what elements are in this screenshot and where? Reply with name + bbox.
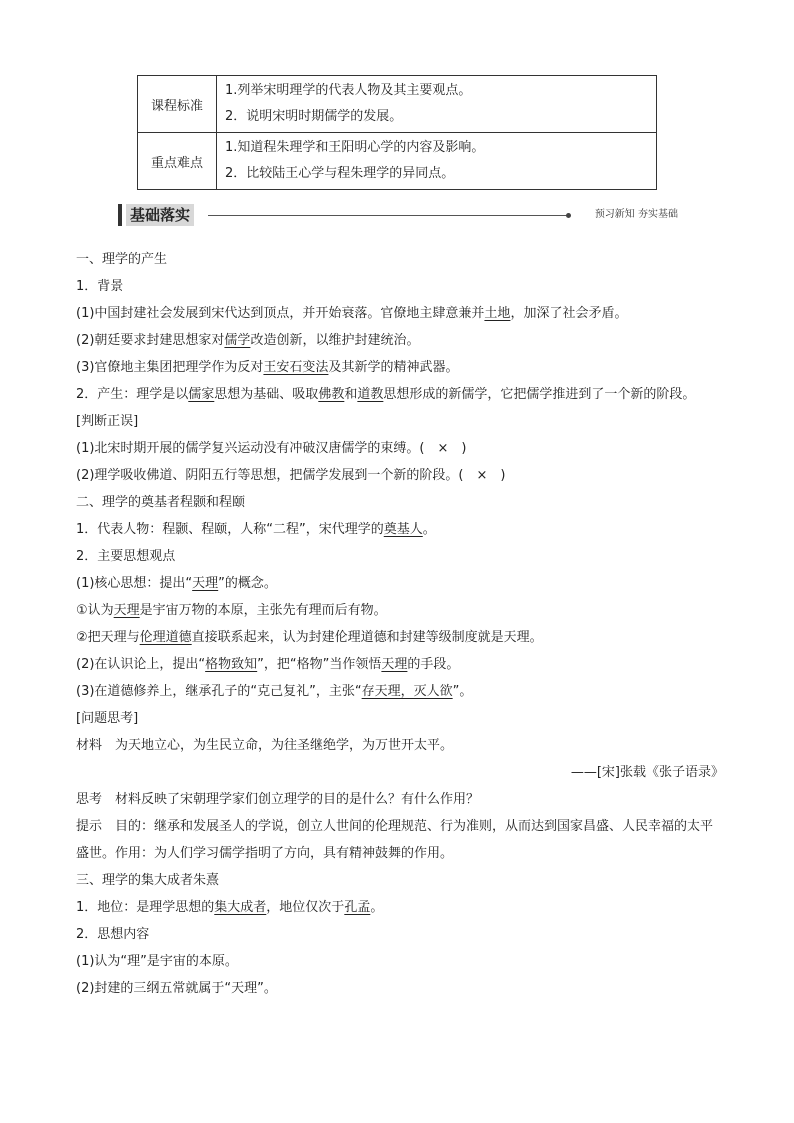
banner-tag: 预习新知 夯实基础 [594, 209, 678, 220]
text: (3)在道德修养上，继承孔子的“克己复礼”，主张“ [76, 684, 362, 699]
table-body-cell [217, 133, 657, 190]
paragraph: (1)认为“理”是宇宙的本原。 [76, 954, 238, 969]
text: 1．代表人物：程颢、程颐，人称“二程”，宋代理学的 [76, 522, 384, 537]
hint-answer: 提示 目的：继承和发展圣人的学说，创立人世间的伦理规范、行为准则，从而达到国家昌盛、人民幸福的太平盛世。作用：为人们学习儒学指明了方向，具有精神鼓舞的作用。 [76, 819, 714, 861]
subheading: 1．背景 [76, 279, 124, 294]
subheading: 2．思想内容 [76, 927, 150, 942]
table-row [138, 133, 657, 190]
text: ，地位仅次于 [266, 900, 345, 915]
text: 思想形成的新儒学，它把儒学推进到了一个新的阶段。 [383, 387, 696, 402]
table-body-cell [217, 76, 657, 133]
underlined-term: 佛教 [318, 387, 345, 402]
text: ”。 [452, 684, 473, 699]
judge-item: (2)理学吸收佛道、阴阳五行等思想，把儒学发展到一个新的阶段。( × ) [76, 468, 506, 483]
paragraph [76, 381, 724, 408]
section-heading: 三、理学的集大成者朱熹 [76, 873, 220, 888]
underlined-term: 天理 [113, 603, 140, 618]
text: 的手段。 [407, 657, 460, 672]
table-line: 1.知道程朱理学和王阳明心学的内容及影响。 [225, 140, 485, 155]
text: ”的概念。 [218, 576, 277, 591]
underlined-term: 天理 [381, 657, 408, 672]
paragraph [76, 651, 724, 678]
text: 及其新学的精神武器。 [328, 360, 459, 375]
text: 改造创新，以维护封建统治。 [250, 333, 420, 348]
table-line: 1.列举宋明理学的代表人物及其主要观点。 [225, 83, 472, 98]
paragraph [76, 624, 724, 651]
text: (1)中国封建社会发展到宋代达到顶点，并开始衰落。官僚地主肆意兼并 [76, 306, 485, 321]
text: 2．产生：理学是以 [76, 387, 189, 402]
underlined-term: 王安石变法 [263, 360, 329, 375]
table-line: 2．比较陆王心学与程朱理学的异同点。 [225, 166, 455, 181]
table-row [138, 76, 657, 133]
underlined-term: 土地 [484, 306, 511, 321]
text: ”，把“格物”当作领悟 [257, 657, 382, 672]
text: (2)在认识论上，提出“ [76, 657, 206, 672]
paragraph [76, 678, 724, 705]
curriculum-table [137, 75, 657, 190]
main-content [76, 246, 724, 1002]
paragraph: (2)封建的三纲五常就属于“天理”。 [76, 981, 277, 996]
text: ①认为 [76, 603, 114, 618]
banner-rule [208, 215, 568, 216]
text: 1．地位：是理学思想的 [76, 900, 215, 915]
text: ②把天理与 [76, 630, 140, 645]
underlined-term: 道教 [357, 387, 384, 402]
underlined-term: 奠基人 [383, 522, 423, 537]
material-quote: 材料 为天地立心，为生民立命，为往圣继绝学，为万世开太平。 [76, 738, 454, 753]
bracket-heading: [判断正误] [76, 414, 139, 429]
banner-title: 基础落实 [126, 204, 194, 226]
underlined-term: 天理 [192, 576, 219, 591]
paragraph [76, 570, 724, 597]
think-question: 思考 材料反映了宋朝理学家们创立理学的目的是什么？有什么作用？ [76, 792, 480, 807]
text: 和 [344, 387, 358, 402]
text: (3)官僚地主集团把理学作为反对 [76, 360, 264, 375]
section-heading: 一、理学的产生 [76, 252, 168, 267]
text: (1)核心思想：提出“ [76, 576, 193, 591]
table-head-cell: 课程标准 [138, 76, 217, 133]
text: 思想为基础、吸取 [214, 387, 319, 402]
subheading: 2．主要思想观点 [76, 549, 176, 564]
text: 。 [422, 522, 436, 537]
underlined-term: 存天理，灭人欲 [361, 684, 453, 699]
banner-bar [118, 204, 122, 226]
underlined-term: 儒家 [188, 387, 215, 402]
section-heading: 二、理学的奠基者程颢和程颐 [76, 495, 246, 510]
underlined-term: 集大成者 [214, 900, 267, 915]
bracket-heading: [问题思考] [76, 711, 139, 726]
section-banner [118, 204, 678, 226]
paragraph [76, 597, 724, 624]
underlined-term: 孔孟 [344, 900, 371, 915]
text: 。 [370, 900, 384, 915]
paragraph [76, 516, 724, 543]
underlined-term: 格物致知 [205, 657, 258, 672]
text: 直接联系起来，认为封建伦理道德和封建等级制度就是天理。 [191, 630, 543, 645]
text: (2)朝廷要求封建思想家对 [76, 333, 225, 348]
paragraph [76, 894, 724, 921]
paragraph [76, 327, 724, 354]
table-line: 2．说明宋明时期儒学的发展。 [225, 109, 403, 124]
quote-source: ——[宋]张载《张子语录》 [570, 765, 724, 780]
paragraph [76, 300, 724, 327]
underlined-term: 儒学 [224, 333, 251, 348]
text: 是宇宙万物的本原，主张先有理而后有物。 [139, 603, 387, 618]
paragraph [76, 354, 724, 381]
underlined-term: 伦理道德 [139, 630, 192, 645]
text: ，加深了社会矛盾。 [510, 306, 628, 321]
judge-item: (1)北宋时期开展的儒学复兴运动没有冲破汉唐儒学的束缚。( × ) [76, 441, 467, 456]
table-head-cell: 重点难点 [138, 133, 217, 190]
